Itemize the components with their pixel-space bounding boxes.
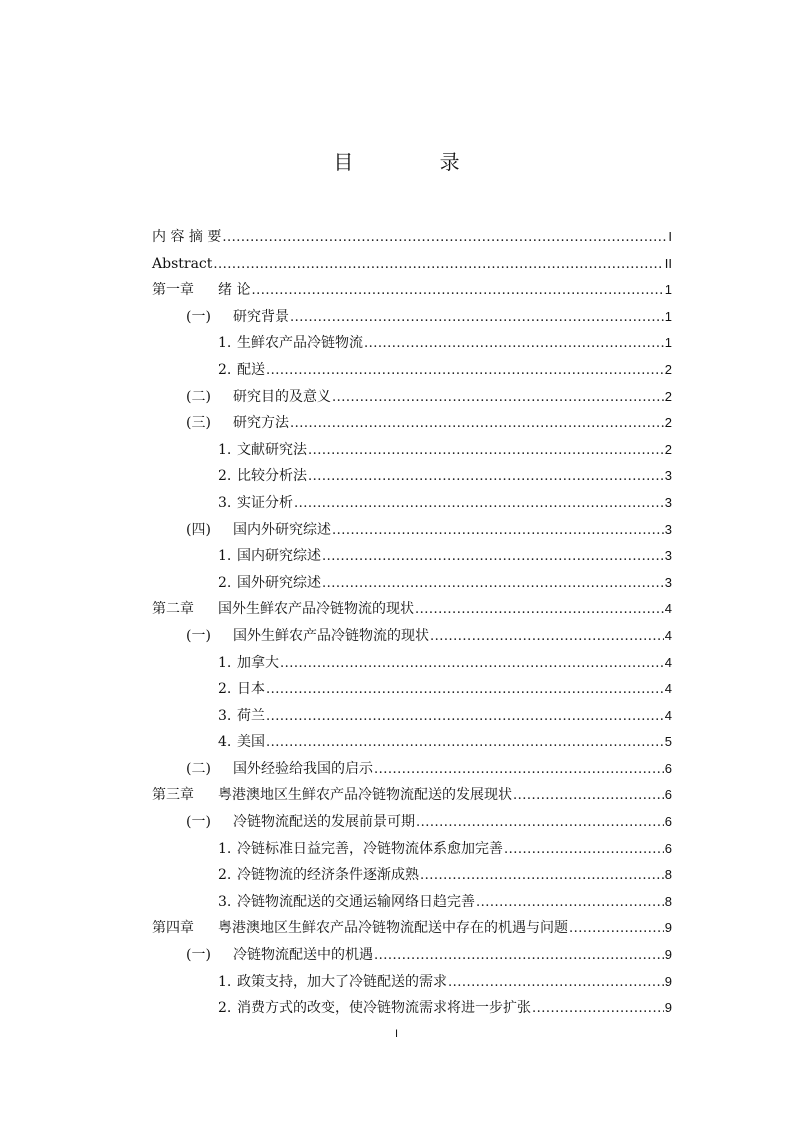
toc-entry[interactable]	[152, 490, 672, 517]
toc-entry-title: 冷链物流配送的发展前景可期	[233, 814, 415, 831]
toc-entry-title: 比较分析法	[237, 468, 307, 485]
toc-entry-page: 5	[664, 734, 672, 750]
toc-entry[interactable]	[152, 384, 672, 411]
toc-entry[interactable]	[152, 596, 672, 623]
toc-entry-number: (二)	[186, 760, 211, 777]
toc-entry-page: 8	[664, 867, 672, 883]
dot-leader	[266, 677, 664, 704]
toc-entry-number: 1.	[218, 973, 232, 990]
dot-leader	[430, 624, 664, 651]
toc-entry-number: 2.	[218, 1000, 232, 1017]
toc-entry[interactable]	[152, 729, 672, 756]
toc-entry-number: (一)	[186, 947, 211, 964]
toc-entry-number: (一)	[186, 308, 211, 325]
toc-entry-page: 9	[664, 973, 672, 989]
toc-entry-page: I	[668, 229, 672, 244]
dot-leader	[308, 438, 664, 465]
toc-entry-page: II	[664, 255, 672, 271]
toc-entry-number: 4.	[218, 734, 232, 751]
toc-entry[interactable]	[152, 304, 672, 331]
toc-entry[interactable]	[152, 357, 672, 384]
toc-entry[interactable]	[152, 437, 672, 464]
toc-entry-title: 荷兰	[237, 707, 265, 724]
dot-leader	[332, 518, 664, 545]
toc-entry[interactable]	[152, 676, 672, 703]
toc-entry-page: 4	[664, 707, 672, 723]
toc-entry-page: 1	[664, 335, 672, 351]
toc-entry-title: 内 容 摘 要	[152, 229, 222, 245]
toc-entry-title: 绪 论	[218, 282, 251, 299]
dot-leader	[290, 411, 664, 438]
toc-entry-number: (四)	[186, 521, 211, 538]
dot-leader	[374, 757, 664, 784]
toc-entry-page: 6	[664, 814, 672, 830]
dot-leader	[569, 916, 664, 943]
toc-entry-page: 6	[664, 787, 672, 803]
toc-entry-number: (二)	[186, 388, 211, 405]
toc-entry-title: 国外生鲜农产品冷链物流的现状	[233, 627, 429, 644]
toc-entry-title: 文献研究法	[237, 441, 307, 458]
dot-leader	[213, 252, 663, 279]
toc-entry-title: 政策支持，加大了冷链配送的需求	[237, 973, 447, 990]
dot-leader	[294, 491, 664, 518]
toc-entry[interactable]	[152, 623, 672, 650]
dot-leader	[332, 385, 664, 412]
toc-entry-title: 国外研究综述	[237, 574, 321, 591]
toc-entry-page: 3	[664, 548, 672, 564]
dot-leader	[266, 730, 664, 757]
toc-entry[interactable]	[152, 782, 672, 809]
toc-entry-title: 研究方法	[233, 415, 289, 432]
toc-entry-page: 8	[664, 893, 672, 909]
toc-entry-number: 第三章	[152, 787, 194, 804]
toc-entry[interactable]	[152, 703, 672, 730]
toc-entry-page: 1	[664, 282, 672, 298]
toc-entry-title: 国外经验给我国的启示	[233, 760, 373, 777]
dot-leader	[322, 544, 664, 571]
toc-entry-title: 冷链物流的经济条件逐渐成熟	[237, 867, 419, 884]
toc-entry[interactable]	[152, 995, 672, 1022]
toc-entry-number: 1.	[218, 840, 232, 857]
toc-entry-page: 4	[664, 601, 672, 617]
toc-entry-number: 2.	[218, 361, 232, 378]
toc-entry-page: 4	[664, 681, 672, 697]
toc-entry-page: 9	[664, 1000, 672, 1016]
toc-entry-page: 3	[664, 574, 672, 590]
toc-entry-title: 冷链标准日益完善，冷链物流体系愈加完善	[237, 840, 503, 857]
toc-entry-number: 第四章	[152, 920, 194, 937]
toc-entry[interactable]	[152, 251, 672, 278]
toc-entry[interactable]	[152, 463, 672, 490]
toc-entry[interactable]	[152, 517, 672, 544]
page-title: 目 录	[333, 150, 500, 174]
toc-entry[interactable]	[152, 650, 672, 677]
toc-entry-title: 粤港澳地区生鲜农产品冷链物流配送的发展现状	[218, 787, 512, 804]
dot-leader	[504, 837, 664, 864]
toc-entry[interactable]	[152, 410, 672, 437]
toc-entry-page: 4	[664, 654, 672, 670]
toc-entry-number: 1.	[218, 335, 232, 352]
dot-leader	[251, 278, 663, 305]
footer-page-number: I	[394, 1028, 399, 1040]
toc-entry-page: 2	[664, 388, 672, 404]
toc-entry[interactable]	[152, 570, 672, 597]
toc-entry-number: 3.	[218, 494, 232, 511]
toc-entry-title: 冷链物流配送的交通运输网络日趋完善	[237, 893, 475, 910]
dot-leader	[416, 810, 664, 837]
toc-entry-title: 美国	[237, 734, 265, 751]
toc-entry-page: 2	[664, 441, 672, 457]
toc-entry[interactable]	[152, 889, 672, 916]
dot-leader	[290, 305, 664, 332]
toc-entry-number: 2.	[218, 468, 232, 485]
toc-entry-title: 粤港澳地区生鲜农产品冷链物流配送中存在的机遇与问题	[218, 920, 568, 937]
toc-entry-number: (一)	[186, 627, 211, 644]
dot-leader	[266, 704, 664, 731]
toc-entry-title: 日本	[237, 681, 265, 698]
toc-entry-title: 配送	[237, 361, 265, 378]
dot-leader	[266, 358, 664, 385]
toc-entry-number: 第二章	[152, 601, 194, 618]
toc-entry-page: 4	[664, 627, 672, 643]
toc-entry-title: 加拿大	[237, 654, 279, 671]
toc-entry-title: Abstract	[152, 255, 213, 272]
toc-entry-number: 1.	[218, 548, 232, 565]
dot-leader	[448, 970, 664, 997]
toc-entry-page: 3	[664, 494, 672, 510]
toc-entry-title: 生鲜农产品冷链物流	[237, 335, 363, 352]
toc-entry-number: 3.	[218, 707, 232, 724]
toc-entry-number: (一)	[186, 814, 211, 831]
toc-entry-number: 1.	[218, 654, 232, 671]
toc-entry-number: 2.	[218, 867, 232, 884]
dot-leader	[322, 571, 664, 598]
toc-entry[interactable]	[152, 277, 672, 304]
toc-entry-title: 国内外研究综述	[233, 521, 331, 538]
toc-entry-title: 冷链物流配送中的机遇	[233, 947, 373, 964]
toc-entry-title: 实证分析	[237, 494, 293, 511]
toc-entry[interactable]	[152, 942, 672, 969]
toc-entry[interactable]	[152, 969, 672, 996]
dot-leader	[364, 331, 664, 358]
toc-entry[interactable]	[152, 836, 672, 863]
dot-leader	[532, 996, 664, 1023]
toc-entry-title: 研究背景	[233, 308, 289, 325]
toc-entry-number: 1.	[218, 441, 232, 458]
table-of-contents	[152, 224, 672, 1022]
dot-leader	[420, 863, 664, 890]
toc-entry-page: 3	[664, 468, 672, 484]
dot-leader	[476, 890, 664, 917]
toc-entry-number: 2.	[218, 681, 232, 698]
toc-entry-number: 第一章	[152, 282, 194, 299]
toc-entry[interactable]	[152, 330, 672, 357]
toc-entry[interactable]	[152, 809, 672, 836]
toc-entry[interactable]	[152, 224, 672, 251]
toc-entry-title: 研究目的及意义	[233, 388, 331, 405]
toc-entry-page: 2	[664, 361, 672, 377]
dot-leader	[222, 225, 667, 252]
toc-entry[interactable]	[152, 915, 672, 942]
toc-entry-number: 2.	[218, 574, 232, 591]
toc-entry-page: 3	[664, 521, 672, 537]
toc-entry-page: 1	[664, 308, 672, 324]
dot-leader	[513, 783, 664, 810]
toc-entry[interactable]	[152, 543, 672, 570]
toc-entry-page: 2	[664, 415, 672, 431]
toc-entry-title: 国内研究综述	[237, 548, 321, 565]
dot-leader	[415, 597, 664, 624]
toc-entry-title: 国外生鲜农产品冷链物流的现状	[218, 601, 414, 618]
toc-entry-page: 6	[664, 760, 672, 776]
dot-leader	[308, 464, 664, 491]
toc-entry-page: 6	[664, 840, 672, 856]
toc-entry[interactable]	[152, 862, 672, 889]
toc-entry-number: 3.	[218, 893, 232, 910]
toc-entry-page: 9	[664, 947, 672, 963]
toc-entry-title: 消费方式的改变，使冷链物流需求将进一步扩张	[237, 1000, 531, 1017]
dot-leader	[280, 651, 664, 678]
toc-entry-page: 9	[664, 920, 672, 936]
dot-leader	[374, 943, 664, 970]
toc-entry-number: (三)	[186, 415, 211, 432]
toc-entry[interactable]	[152, 756, 672, 783]
